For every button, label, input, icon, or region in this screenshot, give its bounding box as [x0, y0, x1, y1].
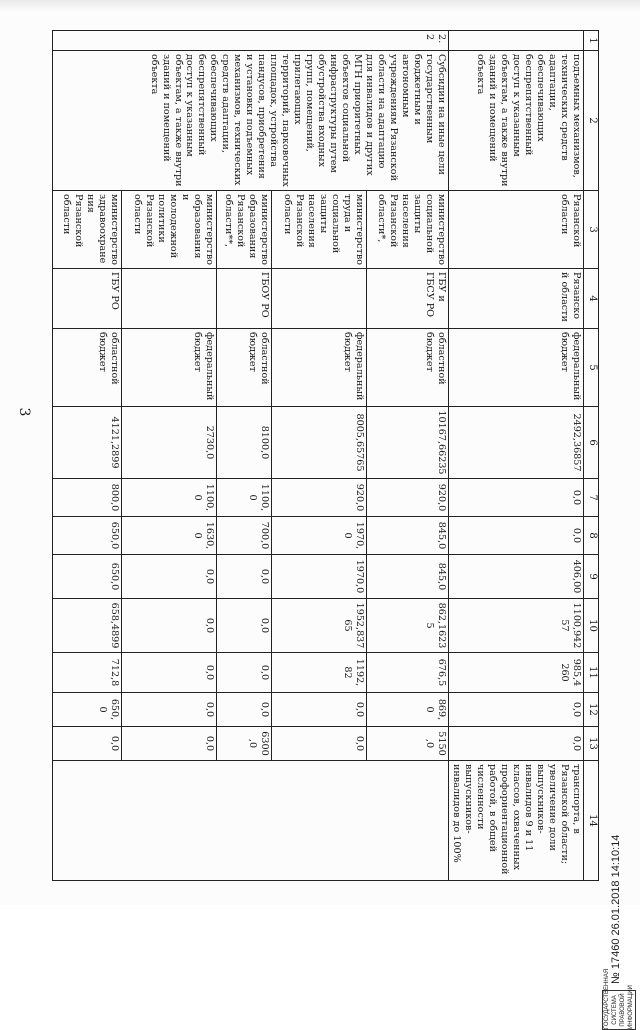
table-cell: 1970,0	[272, 517, 367, 555]
table-cell: министерство образования и молодежной политики Рязанской области	[121, 191, 216, 269]
table-cell: областной бюджет	[367, 329, 449, 407]
table-cell: 1952,83765	[272, 599, 367, 653]
table-cell: 0,0	[216, 555, 272, 599]
table-cell	[272, 269, 367, 329]
table-cell: 0,0	[449, 727, 584, 761]
table-cell: Субсидии на иные цели государственным бюджетным и автономным учреждениям Рязанской области на адаптацию для инвалидов и других МГН приоритетных объектов социальной инфраструктуры путем обустройства входных групп, помещений, прилегающих территорий, парковочных площадок, устройства пандусов, приобретения и установки подъемных механизмов, технических средств адаптации, обеспечивающих беспрепятственный доступ к указанным объектам, а также внутри зданий и помещений объекта	[53, 51, 449, 191]
table-cell: 6300,0	[216, 727, 272, 761]
header-cell: 7	[584, 479, 599, 517]
table-cell: 1100,0	[121, 479, 216, 517]
table-cell: 0,0	[121, 555, 216, 599]
table-row	[367, 31, 449, 881]
table-cell: 1100,0	[216, 479, 272, 517]
table-cell: областной бюджет	[216, 329, 272, 407]
table-cell: 0,0	[121, 727, 216, 761]
table-cell: 869,0	[367, 693, 449, 727]
table-cell: 650,0	[53, 693, 122, 727]
table-cell: областной бюджет	[53, 329, 122, 407]
header-cell: 9	[584, 555, 599, 599]
table-cell: 920,0	[272, 479, 367, 517]
table-cell: 0,0	[449, 479, 584, 517]
table-cell: 2492,36857	[449, 407, 584, 479]
table-cell: ГБУ РО	[53, 269, 122, 329]
table-cell: 0,0	[449, 693, 584, 727]
table-cell: 920,0	[367, 479, 449, 517]
table-row	[449, 31, 584, 881]
table-cell: федеральный бюджет	[449, 329, 584, 407]
header-cell: 10	[584, 599, 599, 653]
table-cell: транспорта, в Рязанской области; увеличение доли выпускников-инвалидов 9 и 11 классов, охваченных профориентационной работой, в общей численности выпускников-инвалидов до 100%	[449, 761, 584, 881]
table-cell: 0,0	[121, 653, 216, 693]
table-cell: 676,5	[367, 653, 449, 693]
table-cell: 1100,94257	[449, 599, 584, 653]
table-cell	[53, 761, 449, 881]
table-cell	[449, 31, 584, 51]
header-cell: 8	[584, 517, 599, 555]
header-cell: 13	[584, 727, 599, 761]
table-cell: 985,4260	[449, 653, 584, 693]
table-cell: 5150,0	[367, 727, 449, 761]
header-cell: 12	[584, 693, 599, 727]
scan-edge	[0, 0, 640, 14]
table-cell: 0,0	[216, 693, 272, 727]
table-cell: 862,16235	[367, 599, 449, 653]
registration-stamp: № 17460 26.01.2018 14:10:14	[610, 834, 622, 984]
table-cell: 0,0	[53, 727, 122, 761]
header-cell: 2	[584, 51, 599, 191]
table-cell: министерство труда и социальной защиты населения Рязанской области	[272, 191, 367, 269]
table-cell: министерство образования Рязанской области**,	[216, 191, 272, 269]
table-cell: Рязанской области	[449, 191, 584, 269]
header-cell: 6	[584, 407, 599, 479]
row-number: 2.2	[53, 31, 449, 51]
header-cell: 4	[584, 269, 599, 329]
table-cell: 800,0	[53, 479, 122, 517]
table-cell: 650,0	[53, 555, 122, 599]
table-cell: 1630,0	[121, 517, 216, 555]
table-cell: подъемных механизмов, технических средств адаптации, обеспечивающих беспрепятственный доступ к указанным объектам, а также внутри зданий и помещений объекта	[449, 51, 584, 191]
header-row	[584, 31, 599, 881]
table-cell: 8005,65765	[272, 407, 367, 479]
table-cell: федеральный бюджет	[272, 329, 367, 407]
table-cell: Рязанской области	[449, 269, 584, 329]
header-cell: 3	[584, 191, 599, 269]
table-cell: 406,00	[449, 555, 584, 599]
table-cell: 0,0	[216, 599, 272, 653]
table-cell: 4121,2899	[53, 407, 122, 479]
table-cell: 845,0	[367, 555, 449, 599]
table-cell: 845,0	[367, 517, 449, 555]
table-cell: 700,0	[216, 517, 272, 555]
registration-footer	[598, 780, 638, 1030]
table-cell: 0,0	[449, 517, 584, 555]
table-cell: 0,0	[272, 727, 367, 761]
table-cell: 1192,82	[272, 653, 367, 693]
header-cell: 14	[584, 761, 599, 881]
table-cell: 0,0	[121, 599, 216, 653]
table-cell: министерство социальной защиты населения Рязанской области*,	[367, 191, 449, 269]
table-cell	[121, 269, 216, 329]
table-cell: федеральный бюджет	[121, 329, 216, 407]
table-cell: ГБУ и ГБСУ РО	[367, 269, 449, 329]
table-cell: министерство здравоохранения Рязанской области	[53, 191, 122, 269]
header-cell: 11	[584, 653, 599, 693]
table-cell: 650,0	[53, 517, 122, 555]
header-cell: 5	[584, 329, 599, 407]
page-number: 3	[16, 407, 32, 417]
table-cell: 10167,66235	[367, 407, 449, 479]
header-cell: 1	[584, 31, 599, 51]
table-cell: 2730,0	[121, 407, 216, 479]
table-cell: 0,0	[216, 653, 272, 693]
table-cell: ГБОУ РО	[216, 269, 272, 329]
table-cell: 658,4899	[53, 599, 122, 653]
table-cell: 0,0	[272, 693, 367, 727]
program-table	[52, 30, 599, 881]
seal-icon: ГОСУДАРСТВЕННАЯ СИСТЕМА ПРАВОВОЙ ИНФОРМАЦИИ	[604, 968, 634, 1029]
table-cell: 712,8	[53, 653, 122, 693]
table-cell: 0,0	[121, 693, 216, 727]
table-cell: 1970,0	[272, 555, 367, 599]
table-cell: 8100,0	[216, 407, 272, 479]
rotated-table-wrapper	[52, 30, 599, 880]
